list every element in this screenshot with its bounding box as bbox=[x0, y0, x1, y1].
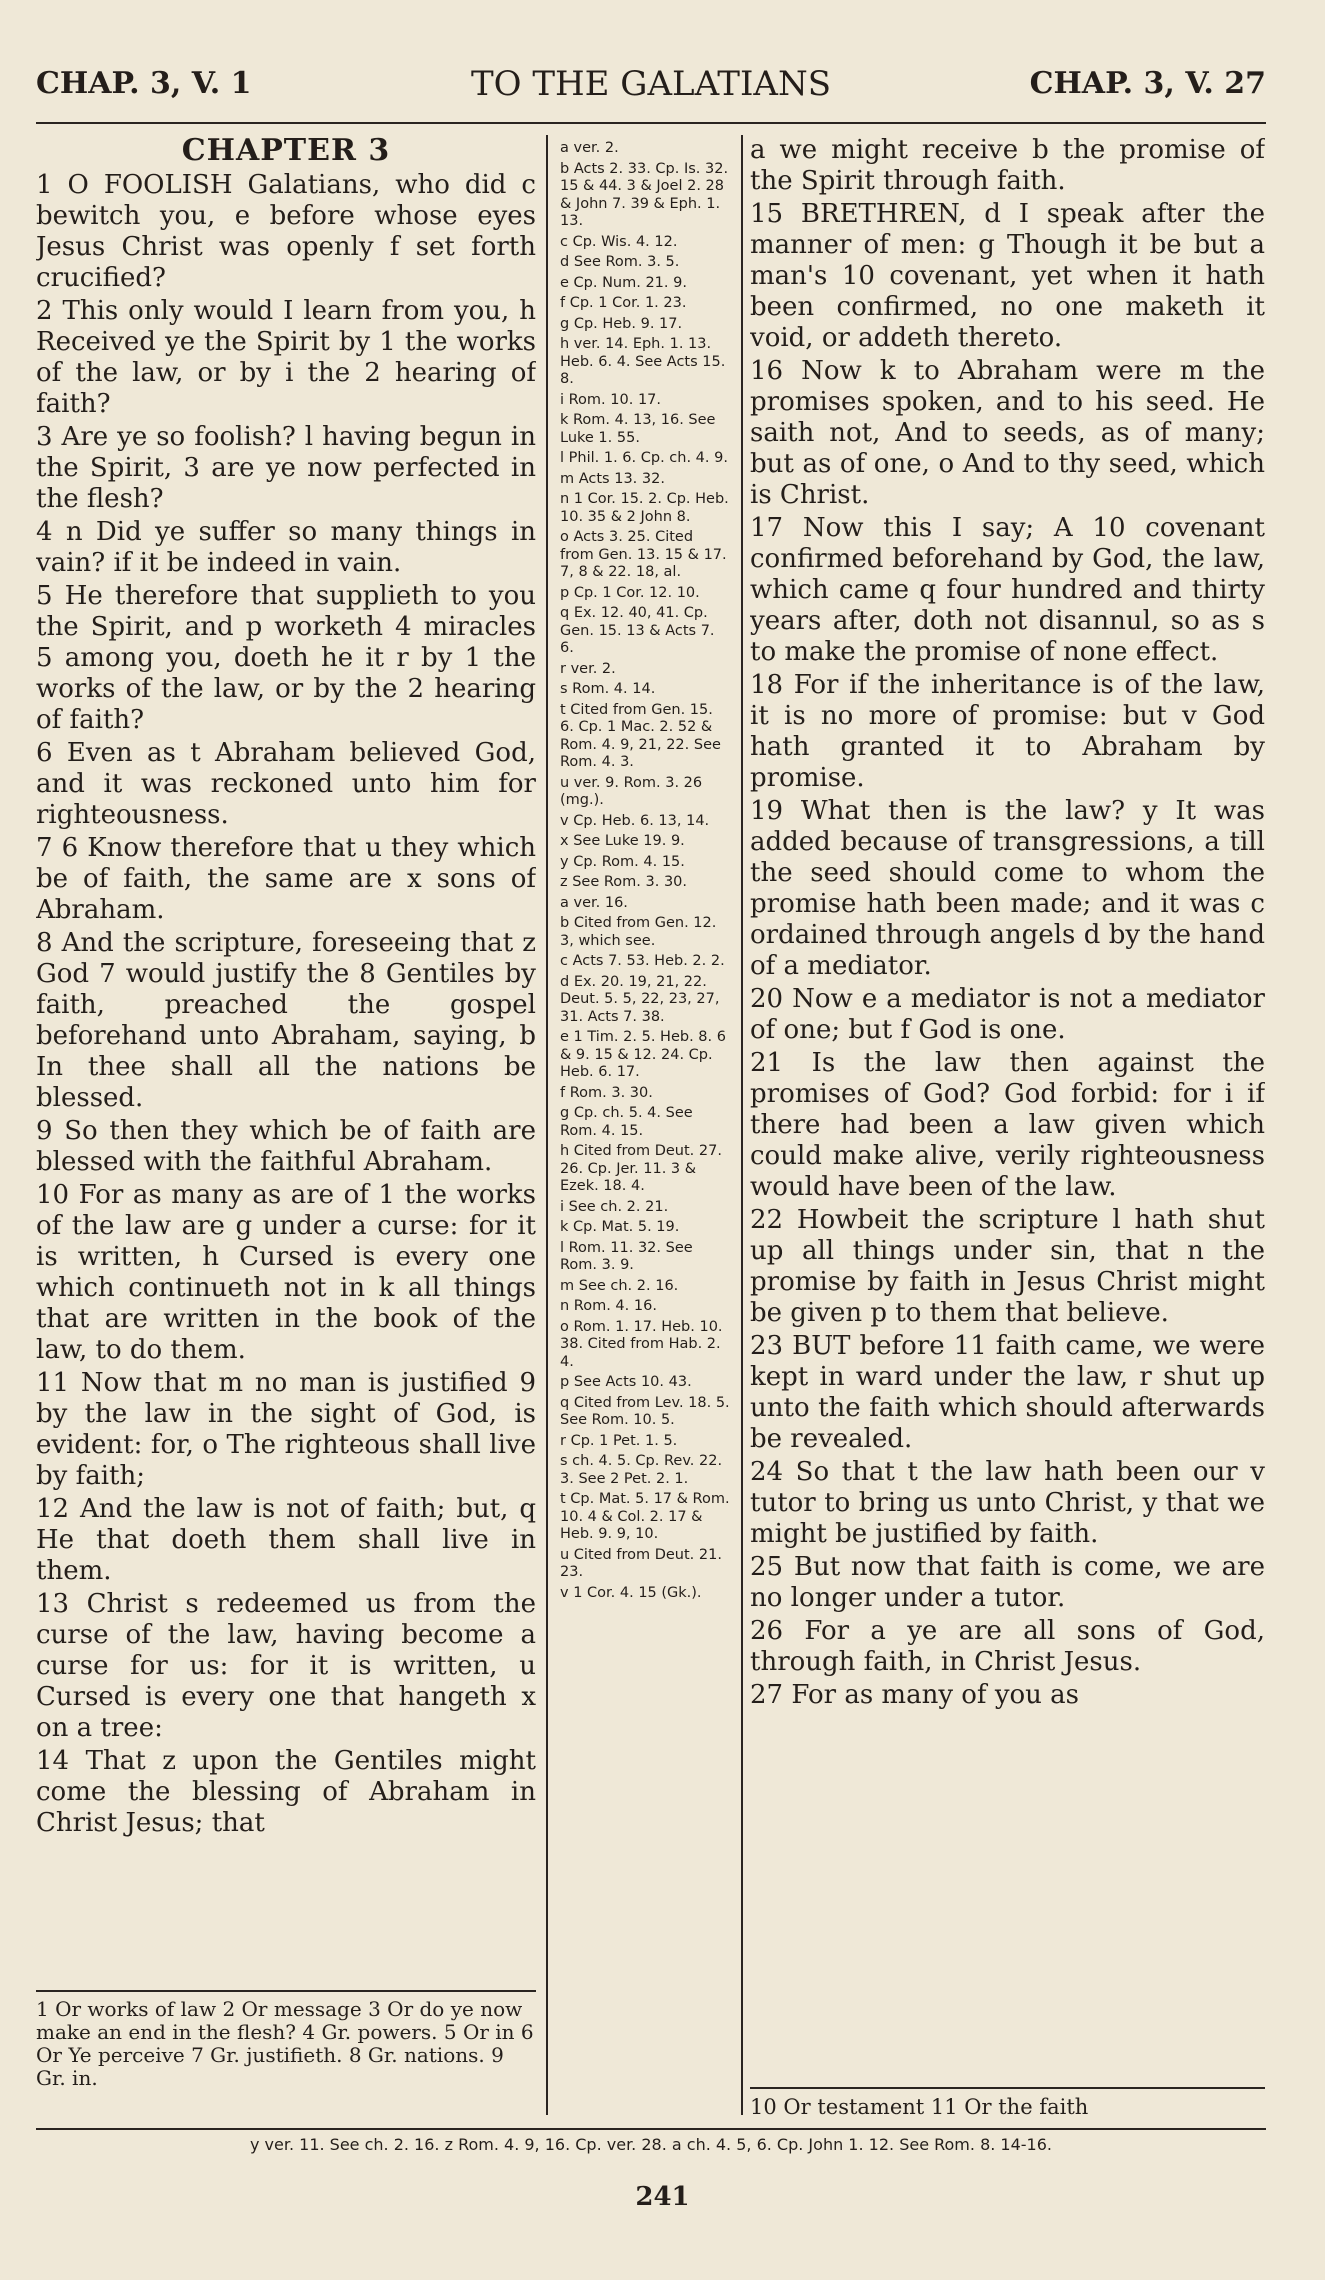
verse: 23 BUT before 11 faith came, we were kept in ward under the law, r shut up unto the faith which should afterwards be revealed. bbox=[750, 1331, 1265, 1454]
cross-reference: t Cited from Gen. 15. 6. Cp. 1 Mac. 2. 52 & Rom. 4. 9, 21, 22. See Rom. 4. 3. bbox=[560, 701, 721, 770]
verse: 27 For as many of you as bbox=[750, 1680, 1080, 1710]
footnotes-right: 10 Or testament 11 Or the faith bbox=[750, 2095, 1089, 2119]
cross-reference: n Rom. 4. 16. bbox=[560, 1298, 657, 1314]
cross-reference: n 1 Cor. 15. 2. Cp. Heb. 10. 35 & 2 John 8. bbox=[560, 491, 729, 525]
cross-reference: d Ex. 20. 19, 21, 22. Deut. 5. 5, 22, 23, 27, 31. Acts 7. 38. bbox=[560, 973, 720, 1025]
cross-reference: e Cp. Num. 21. 9. bbox=[560, 274, 687, 291]
cross-reference: b Cited from Gen. 12. 3, which see. bbox=[560, 915, 717, 949]
cross-reference: s ch. 4. 5. Cp. Rev. 22. 3. See 2 Pet. 2. 1. bbox=[560, 1453, 723, 1487]
header-title: TO THE GALATIANS bbox=[470, 64, 831, 104]
verse: 14 That z upon the Gentiles might come the blessing of Abraham in Christ Jesus; that bbox=[36, 1746, 536, 1838]
cross-reference: u Cited from Deut. 21. 23. bbox=[560, 1546, 722, 1580]
cross-reference: h ver. 14. Eph. 1. 13. Heb. 6. 4. See Acts 15. 8. bbox=[560, 336, 726, 387]
cross-reference: a ver. 2. bbox=[560, 140, 619, 156]
verse: 17 Now this I say; A 10 covenant confirmed beforehand by God, the law, which came q four hundred and thirty years after, doth not disannul, so as s to make the promise of none effect. bbox=[750, 513, 1265, 667]
cross-reference: i Rom. 10. 17. bbox=[560, 391, 662, 408]
page-header bbox=[36, 62, 1266, 122]
verse: 21 Is the law then against the promises of God? God forbid: for i if there had been a law given which could make alive, verily righteousness would have been of the law. bbox=[750, 1048, 1265, 1202]
cross-reference: f Cp. 1 Cor. 1. 23. bbox=[560, 295, 687, 311]
verse: 26 For a ye are all sons of God, through faith, in Christ Jesus. bbox=[750, 1616, 1265, 1677]
cross-reference: b Acts 2. 33. Cp. Is. 32. 15 & 44. 3 & Joel 2. 28 & John 7. 39 & Eph. 1. 13. bbox=[560, 160, 729, 229]
cross-reference: o Acts 3. 25. Cited from Gen. 13. 15 & 17. 7, 8 & 22. 18, al. bbox=[560, 529, 727, 580]
footnote-rule-right bbox=[750, 2087, 1265, 2089]
left-text-column bbox=[36, 135, 536, 1965]
cross-reference: r Cp. 1 Pet. 1. 5. bbox=[560, 1432, 678, 1449]
verse: 20 Now e a mediator is not a mediator of one; but f God is one. bbox=[750, 984, 1265, 1045]
bottom-cross-references: y ver. 11. See ch. 2. 16. z Rom. 4. 9, 16. Cp. ver. 28. a ch. 4. 5, 6. Cp. John 1. 12. See Rom. 8. 14-16. bbox=[249, 2135, 1052, 2154]
cross-reference: c Acts 7. 53. Heb. 2. 2. bbox=[560, 953, 725, 969]
verse: 7 6 Know therefore that u they which be of faith, the same are x sons of Abraham. bbox=[36, 833, 536, 925]
verse: a we might receive b the promise of the Spirit through faith. bbox=[750, 135, 1265, 196]
cross-reference: f Rom. 3. 30. bbox=[560, 1084, 653, 1101]
header-right: CHAP. 3, V. 27 bbox=[1029, 66, 1266, 101]
verse: 5 He therefore that supplieth to you the Spirit, and p worketh 4 miracles 5 among you, doeth he it r by 1 the works of the law, or by the 2 hearing of faith? bbox=[36, 581, 536, 735]
verse: 3 Are ye so foolish? l having begun in the Spirit, 3 are ye now perfected in the flesh? bbox=[36, 422, 536, 514]
chapter-title: CHAPTER 3 bbox=[181, 135, 391, 168]
verse-list-left bbox=[36, 170, 536, 1839]
cross-reference: p See Acts 10. 43. bbox=[560, 1374, 692, 1390]
cross-reference: u ver. 9. Rom. 3. 26 (mg.). bbox=[560, 774, 703, 808]
verse: 15 BRETHREN, d I speak after the manner of men: g Though it be but a man's 10 covenant, yet when it hath been confirmed, no one maketh it void, or addeth thereto. bbox=[750, 199, 1265, 353]
cross-reference: q Cited from Lev. 18. 5. See Rom. 10. 5. bbox=[560, 1394, 730, 1428]
verse: 9 So then they which be of faith are blessed with the faithful Abraham. bbox=[36, 1116, 536, 1177]
verse: 12 And the law is not of faith; but, q He that doeth them shall live in them. bbox=[36, 1494, 536, 1586]
verse: 4 n Did ye suffer so many things in vain? if it be indeed in vain. bbox=[36, 517, 536, 578]
cross-reference: a ver. 16. bbox=[560, 894, 628, 911]
cross-reference: t Cp. Mat. 5. 17 & Rom. 10. 4 & Col. 2. 17 & Heb. 9. 9, 10. bbox=[560, 1491, 730, 1542]
verse: 22 Howbeit the scripture l hath shut up all things under sin, that n the promise by faith in Jesus Christ might be given p to them that believe. bbox=[750, 1205, 1265, 1328]
footnote-rule-left bbox=[36, 1990, 536, 1992]
cross-reference: m See ch. 2. 16. bbox=[560, 1277, 679, 1294]
verse: 16 Now k to Abraham were m the promises spoken, and to his seed. He saith not, And to seeds, as of many; but as of one, o And to thy seed, which is Christ. bbox=[750, 356, 1265, 510]
verse: 8 And the scripture, foreseeing that z God 7 would justify the 8 Gentiles by faith, preached the gospel beforehand unto Abraham, saying, b In thee shall all the nations be blessed. bbox=[36, 928, 536, 1113]
header-left: CHAP. 3, V. 1 bbox=[36, 66, 252, 101]
cross-reference: q Ex. 12. 40, 41. Cp. Gen. 15. 13 & Acts 7. 6. bbox=[560, 605, 715, 656]
bottom-rule bbox=[36, 2128, 1266, 2130]
cross-reference: i See ch. 2. 21. bbox=[560, 1198, 669, 1215]
column-divider-left bbox=[546, 135, 548, 2115]
right-text-column bbox=[750, 135, 1265, 2065]
footnotes-left: 1 Or works of law 2 Or message 3 Or do ye now make an end in the flesh? 4 Gr. powers. 5 Or in 6 Or Ye perceive 7 Gr. justifieth. 8 Gr. nations. 9 Gr. in. bbox=[36, 1997, 534, 2090]
verse: 25 But now that faith is come, we are no longer under a tutor. bbox=[750, 1552, 1265, 1613]
cross-reference: o Rom. 1. 17. Heb. 10. 38. Cited from Hab. 2. 4. bbox=[560, 1318, 723, 1370]
cross-reference: x See Luke 19. 9. bbox=[560, 833, 685, 849]
header-rule bbox=[36, 122, 1266, 124]
verse: 6 Even as t Abraham believed God, and it was reckoned unto him for righteousness. bbox=[36, 738, 536, 830]
cross-reference: r ver. 2. bbox=[560, 660, 616, 677]
cross-reference: l Phil. 1. 6. Cp. ch. 4. 9. bbox=[560, 450, 728, 466]
cross-reference: g Cp. ch. 5. 4. See Rom. 4. 15. bbox=[560, 1105, 693, 1139]
cross-reference: l Rom. 11. 32. See Rom. 3. 9. bbox=[560, 1239, 693, 1273]
cross-reference: k Rom. 4. 13, 16. See Luke 1. 55. bbox=[560, 412, 716, 446]
cross-reference: y Cp. Rom. 4. 15. bbox=[560, 853, 685, 870]
cross-reference: h Cited from Deut. 27. 26. Cp. Jer. 11. 3 & Ezek. 18. 4. bbox=[560, 1143, 722, 1194]
cross-reference: d See Rom. 3. 5. bbox=[560, 254, 680, 270]
verse: 13 Christ s redeemed us from the curse of the law, having become a curse for us: for it is written, u Cursed is every one that hangeth x on a tree: bbox=[36, 1589, 536, 1743]
column-divider-right bbox=[741, 135, 743, 2115]
verse: 19 What then is the law? y It was added because of transgressions, a till the seed should come to whom the promise hath been made; and it was c ordained through angels d by the hand of a mediator. bbox=[750, 796, 1265, 981]
verse: 24 So that t the law hath been our v tutor to bring us unto Christ, y that we might be justified by faith. bbox=[750, 1457, 1265, 1549]
verse: 2 This only would I learn from you, h Received ye the Spirit by 1 the works of the law, or by i the 2 hearing of faith? bbox=[36, 296, 536, 419]
verse: 18 For if the inheritance is of the law, it is no more of promise: but v God hath granted it to Abraham by promise. bbox=[750, 670, 1265, 793]
cross-reference: c Cp. Wis. 4. 12. bbox=[560, 233, 678, 250]
cross-reference: s Rom. 4. 14. bbox=[560, 681, 656, 697]
cross-reference: v Cp. Heb. 6. 13, 14. bbox=[560, 812, 710, 829]
verse: 11 Now that m no man is justified 9 by the law in the sight of God, is evident: for, o The righteous shall live by faith; bbox=[36, 1368, 536, 1491]
cross-reference: m Acts 13. 32. bbox=[560, 470, 665, 487]
cross-reference: p Cp. 1 Cor. 12. 10. bbox=[560, 584, 700, 601]
cross-reference: v 1 Cor. 4. 15 (Gk.). bbox=[560, 1584, 702, 1601]
cross-reference-column bbox=[560, 140, 730, 2140]
cross-reference: z See Rom. 3. 30. bbox=[560, 874, 688, 890]
verse: 1 O FOOLISH Galatians, who did c bewitch you, e before whose eyes Jesus Christ was openly f set forth crucified? bbox=[36, 170, 536, 293]
cross-reference: e 1 Tim. 2. 5. Heb. 8. 6 & 9. 15 & 12. 24. Cp. Heb. 6. 17. bbox=[560, 1029, 726, 1080]
cross-reference: g Cp. Heb. 9. 17. bbox=[560, 315, 683, 332]
verse: 10 For as many as are of 1 the works of the law are g under a curse: for it is written, h Cursed is every one which continueth not in k all things that are written in the book of the law, to do them. bbox=[36, 1180, 536, 1365]
page-number: 241 bbox=[635, 2182, 690, 2212]
cross-reference: k Cp. Mat. 5. 19. bbox=[560, 1219, 680, 1235]
